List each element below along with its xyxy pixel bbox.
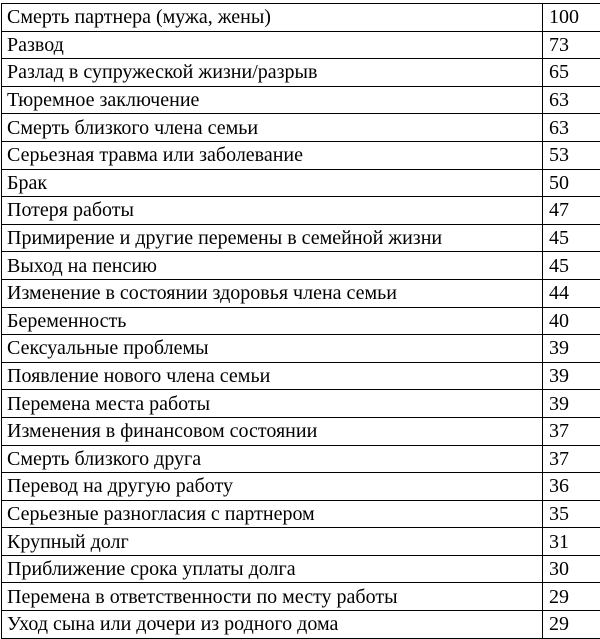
table-row (2, 417, 600, 445)
table-row (2, 307, 600, 335)
score-cell: 50 (543, 169, 600, 197)
table-row (2, 362, 600, 390)
event-cell: Сексуальные проблемы (2, 335, 543, 363)
score-cell: 45 (543, 224, 600, 252)
score-cell: 39 (543, 390, 600, 418)
table-row (2, 114, 600, 142)
score-cell: 37 (543, 417, 600, 445)
life-events-table (1, 3, 600, 639)
score-cell: 63 (543, 86, 600, 114)
table-row (2, 59, 600, 87)
table-row (2, 86, 600, 114)
table-row (2, 224, 600, 252)
score-cell: 73 (543, 31, 600, 59)
table-row (2, 141, 600, 169)
score-cell: 39 (543, 335, 600, 363)
event-cell: Смерть близкого друга (2, 445, 543, 473)
event-cell: Перевод на другую работу (2, 473, 543, 501)
event-cell: Серьезная травма или заболевание (2, 141, 543, 169)
event-cell: Приближение срока уплаты долга (2, 555, 543, 583)
table-row (2, 197, 600, 225)
score-cell: 31 (543, 528, 600, 556)
event-cell: Крупный долг (2, 528, 543, 556)
event-cell: Уход сына или дочери из родного дома (2, 611, 543, 639)
table-row (2, 611, 600, 639)
score-cell: 40 (543, 307, 600, 335)
score-cell: 53 (543, 141, 600, 169)
table-row (2, 583, 600, 611)
score-cell: 36 (543, 473, 600, 501)
event-cell: Потеря работы (2, 197, 543, 225)
score-cell: 37 (543, 445, 600, 473)
score-cell: 65 (543, 59, 600, 87)
life-events-table-body (2, 4, 600, 639)
table-row (2, 335, 600, 363)
event-cell: Серьезные разногласия с партнером (2, 500, 543, 528)
event-cell: Изменения в финансовом состоянии (2, 417, 543, 445)
event-cell: Тюремное заключение (2, 86, 543, 114)
event-cell: Смерть близкого члена семьи (2, 114, 543, 142)
event-cell: Примирение и другие перемены в семейной жизни (2, 224, 543, 252)
event-cell: Перемена в ответственности по месту работы (2, 583, 543, 611)
event-cell: Развод (2, 31, 543, 59)
score-cell: 29 (543, 583, 600, 611)
event-cell: Брак (2, 169, 543, 197)
table-row (2, 555, 600, 583)
score-cell: 30 (543, 555, 600, 583)
table-row (2, 473, 600, 501)
score-cell: 29 (543, 611, 600, 639)
table-row (2, 4, 600, 32)
table-row (2, 279, 600, 307)
score-cell: 47 (543, 197, 600, 225)
score-cell: 39 (543, 362, 600, 390)
table-row (2, 445, 600, 473)
event-cell: Выход на пенсию (2, 252, 543, 280)
table-row (2, 390, 600, 418)
event-cell: Появление нового члена семьи (2, 362, 543, 390)
table-row (2, 252, 600, 280)
score-cell: 35 (543, 500, 600, 528)
event-cell: Перемена места работы (2, 390, 543, 418)
table-row (2, 528, 600, 556)
table-row (2, 169, 600, 197)
score-cell: 63 (543, 114, 600, 142)
score-cell: 45 (543, 252, 600, 280)
score-cell: 100 (543, 4, 600, 32)
table-row (2, 31, 600, 59)
event-cell: Разлад в супружеской жизни/разрыв (2, 59, 543, 87)
event-cell: Смерть партнера (мужа, жены) (2, 4, 543, 32)
event-cell: Изменение в состоянии здоровья члена семьи (2, 279, 543, 307)
score-cell: 44 (543, 279, 600, 307)
table-row (2, 500, 600, 528)
event-cell: Беременность (2, 307, 543, 335)
